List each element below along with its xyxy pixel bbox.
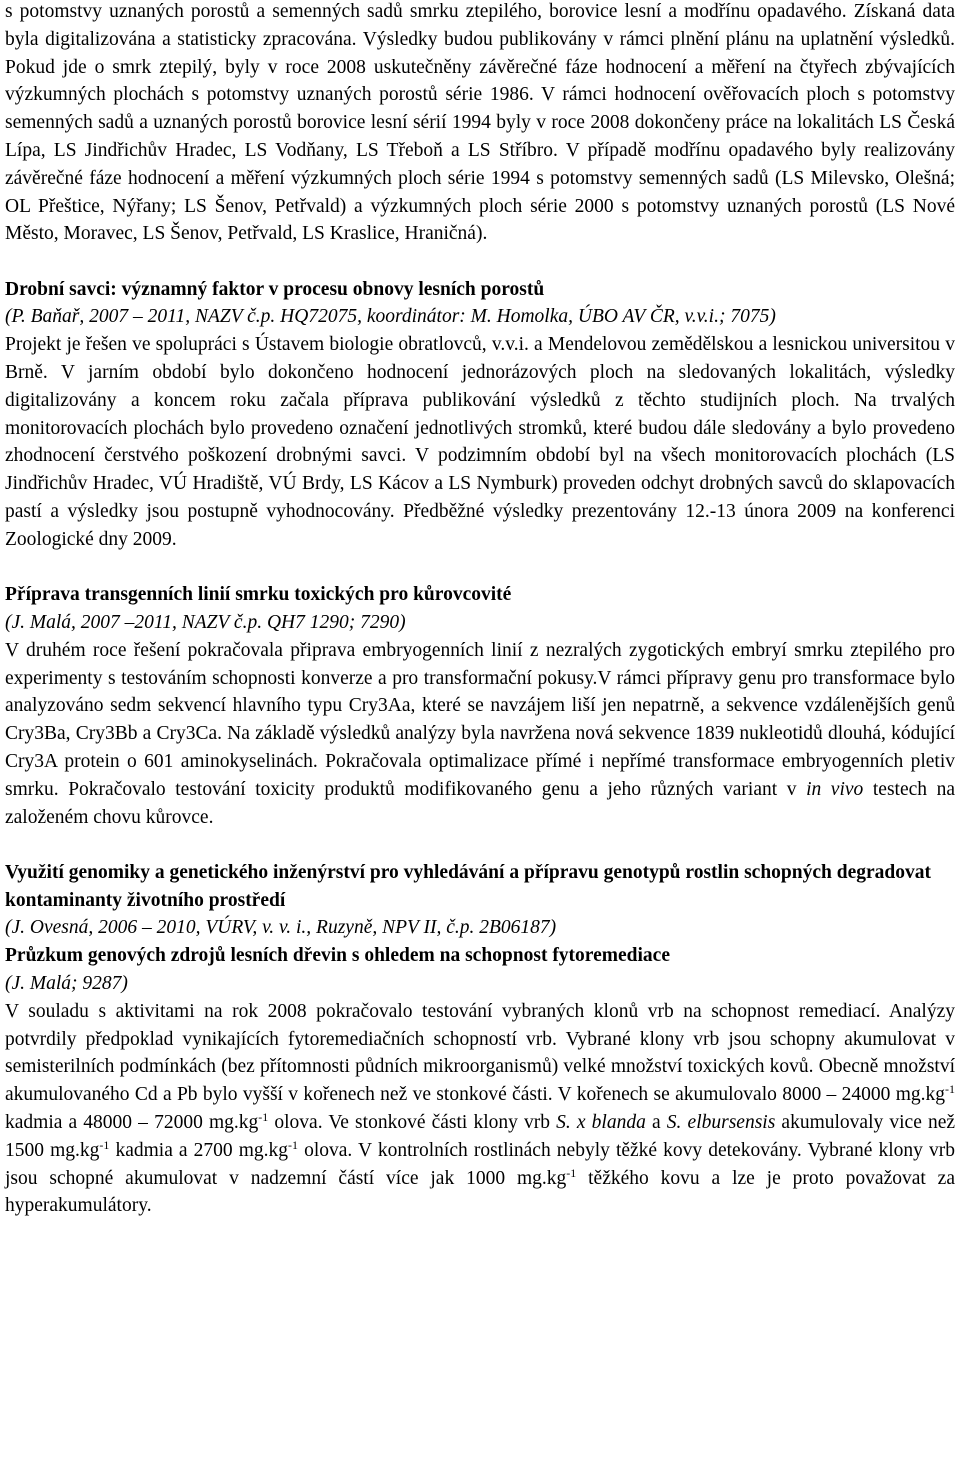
- document-page: [5, 0, 955, 1220]
- body-text: kadmia a 2700 mg.kg: [109, 1139, 289, 1161]
- species-name: S. elbursensis: [666, 1111, 776, 1133]
- body-text: V druhém roce řešení pokračovala připrava embryogenních linií z nezralých zygotických embryí smrku ztepilého pro experimenty s testováním schopnosti konverze a pro transformační pokusy.V rámci přípravy genu pro transformace bylo analyzováno sedm sekvencí hlavního typu Cry3Aa, které se navzájem liší jen nepatrně, a sekvence vzdálenějších genů Cry3Ba, Cry3Bb a Cry3Ca. Na základě výsledků analýzy byla navržena nová sekvence 1839 nukleotidů dlouhá, kódující Cry3A protein o 601 aminokyselinách. Pokračovala optimalizace přímé i nepřímé transformace embryogenních pletiv smrku. Pokračovalo testování toxicity produktů modifikovaného genu a jeho různých variant v: [5, 639, 955, 800]
- superscript: -1: [566, 1165, 577, 1180]
- body-text: kadmia a 48000 – 72000 mg.kg: [5, 1111, 259, 1133]
- section-genomics: [5, 859, 955, 942]
- section-title: Využití genomiky a genetického inženýrství pro vyhledávání a přípravu genotypů rostlin schopných degradovat kontaminanty životního prostředí: [5, 861, 931, 911]
- section-transgenic: [5, 581, 955, 831]
- section-title: Příprava transgenních linií smrku toxických pro kůrovcovité: [5, 584, 512, 606]
- body-text: V souladu s aktivitami na rok 2008 pokračovalo testování vybraných klonů vrb na schopnost remediací. Analýzy potvrdily předpoklad vynikajících fytoremediačních schopností vrb. Vybrané klony vrb jsou schopny akumulovat v semisterilních podmínkách (bez přítomnosti půdních mikroorganismů) velké množství toxických kovů. Obecně množství akumulovaného Cd a Pb bylo vyšší v kořenech než ve stonkové části. V kořenech se akumulovalo 8000 – 24000 mg.kg: [5, 1000, 955, 1106]
- body-text: olova. V kontrolních rostlinách nebyly těžké kovy detekovány. Vybrané klony vrb jsou schopné akumulovat v nadzemní částí více jak 1000 mg.kg: [5, 1139, 955, 1189]
- project-meta: (P. Baňař, 2007 – 2011, NAZV č.p. HQ72075, koordinátor: M. Homolka, ÚBO AV ČR, v.v.i.; 7075): [5, 306, 776, 328]
- body-text: testech na založeném chovu kůrovce.: [5, 778, 955, 828]
- superscript: -1: [258, 1109, 269, 1124]
- superscript: -1: [99, 1137, 110, 1152]
- section-title: Drobní savci: významný faktor v procesu obnovy lesních porostů: [5, 278, 545, 300]
- section-body: Projekt je řešen ve spolupráci s Ústavem biologie obratlovců, v.v.i. a Mendelovou zemědělskou a lesnickou universitou v Brně. V jarním období bylo dokončeno hodnocení jednorázových ploch na sledovaných lokalitách, výsledky digitalizovány a koncem roku začala příprava publikování výsledků z těchto studijních ploch. Na trvalých monitorovacích plochách bylo provedeno označení jednotlivých stromků, které budou dále sledovány a bylo provedeno zhodnocení čerstvého poškození drobnými savci. V podzimním období byl na všech monitorovacích plochách (LS Jindřichův Hradec, VÚ Hradiště, VÚ Brdy, LS Kácov a LS Nymburk) proveden odchyt drobných savců do sklapovacích pastí a výsledky jsou postupně vyhodnocovány. Předběžné výsledky prezentovány 12.-13 února 2009 na konferenci Zoologické dny 2009.: [5, 334, 955, 550]
- body-text: těžkého kovu a lze je proto považovat za hyperakumulátory.: [5, 1167, 955, 1217]
- italic-term: in vivo: [806, 778, 864, 800]
- section-title: Průzkum genových zdrojů lesních dřevin s ohledem na schopnost fytoremediace: [5, 945, 670, 967]
- section-spacer: [5, 248, 955, 276]
- superscript: -1: [288, 1137, 299, 1152]
- section-spacer: [5, 554, 955, 582]
- species-name: S. x blanda: [556, 1111, 646, 1133]
- section-body: [5, 637, 955, 832]
- section-phytoremediation: [5, 942, 955, 1220]
- body-text: olova. Ve stonkové části klony vrb: [268, 1111, 557, 1133]
- section-rodents: [5, 276, 955, 554]
- section-spacer: [5, 831, 955, 859]
- superscript: -1: [945, 1082, 955, 1097]
- section-body: [5, 998, 955, 1220]
- intro-paragraph: s potomstvy uznaných porostů a semenných sadů smrku ztepilého, borovice lesní a modřínu opadavého. Získaná data byla digitalizována a statisticky zpracována. Výsledky budou publikovány v rámci plnění plánu na uplatnění výsledků. Pokud jde o smrk ztepilý, byly v roce 2008 uskutečněny závěrečné fáze hodnocení a měření na čtyřech zbývajících výzkumných plochách s potomstvy uznaných porostů série 1986. V rámci hodnocení ověřovacích ploch s potomstvy semenných sadů a uznaných porostů borovice lesní sérií 1994 byly v roce 2008 dokončeny práce na lokalitách LS Česká Lípa, LS Jindřichův Hradec, LS Vodňany, LS Třeboň a LS Stříbro. V případě modřínu opadavého byly realizovány závěrečné fáze hodnocení a měření výzkumných ploch série 1994 s potomstvy semenných sadů (LS Milevsko, Olešná; OL Přeštice, Nýřany; LS Šenov, Petřvald) a výzkumných ploch série 2000 s potomstvy uznaných porostů (LS Nové Město, Moravec, LS Šenov, Petřvald, LS Kraslice, Hraničná).: [5, 1, 955, 245]
- body-text: a: [645, 1111, 667, 1133]
- body-text: akumulovaly vice než 1500 mg.kg: [5, 1111, 956, 1161]
- project-meta: (J. Ovesná, 2006 – 2010, VÚRV, v. v. i., Ruzyně, NPV II, č.p. 2B06187): [5, 917, 557, 939]
- project-meta: (J. Malá, 2007 –2011, NAZV č.p. QH7 1290; 7290): [5, 611, 406, 633]
- project-meta: (J. Malá; 9287): [5, 973, 128, 994]
